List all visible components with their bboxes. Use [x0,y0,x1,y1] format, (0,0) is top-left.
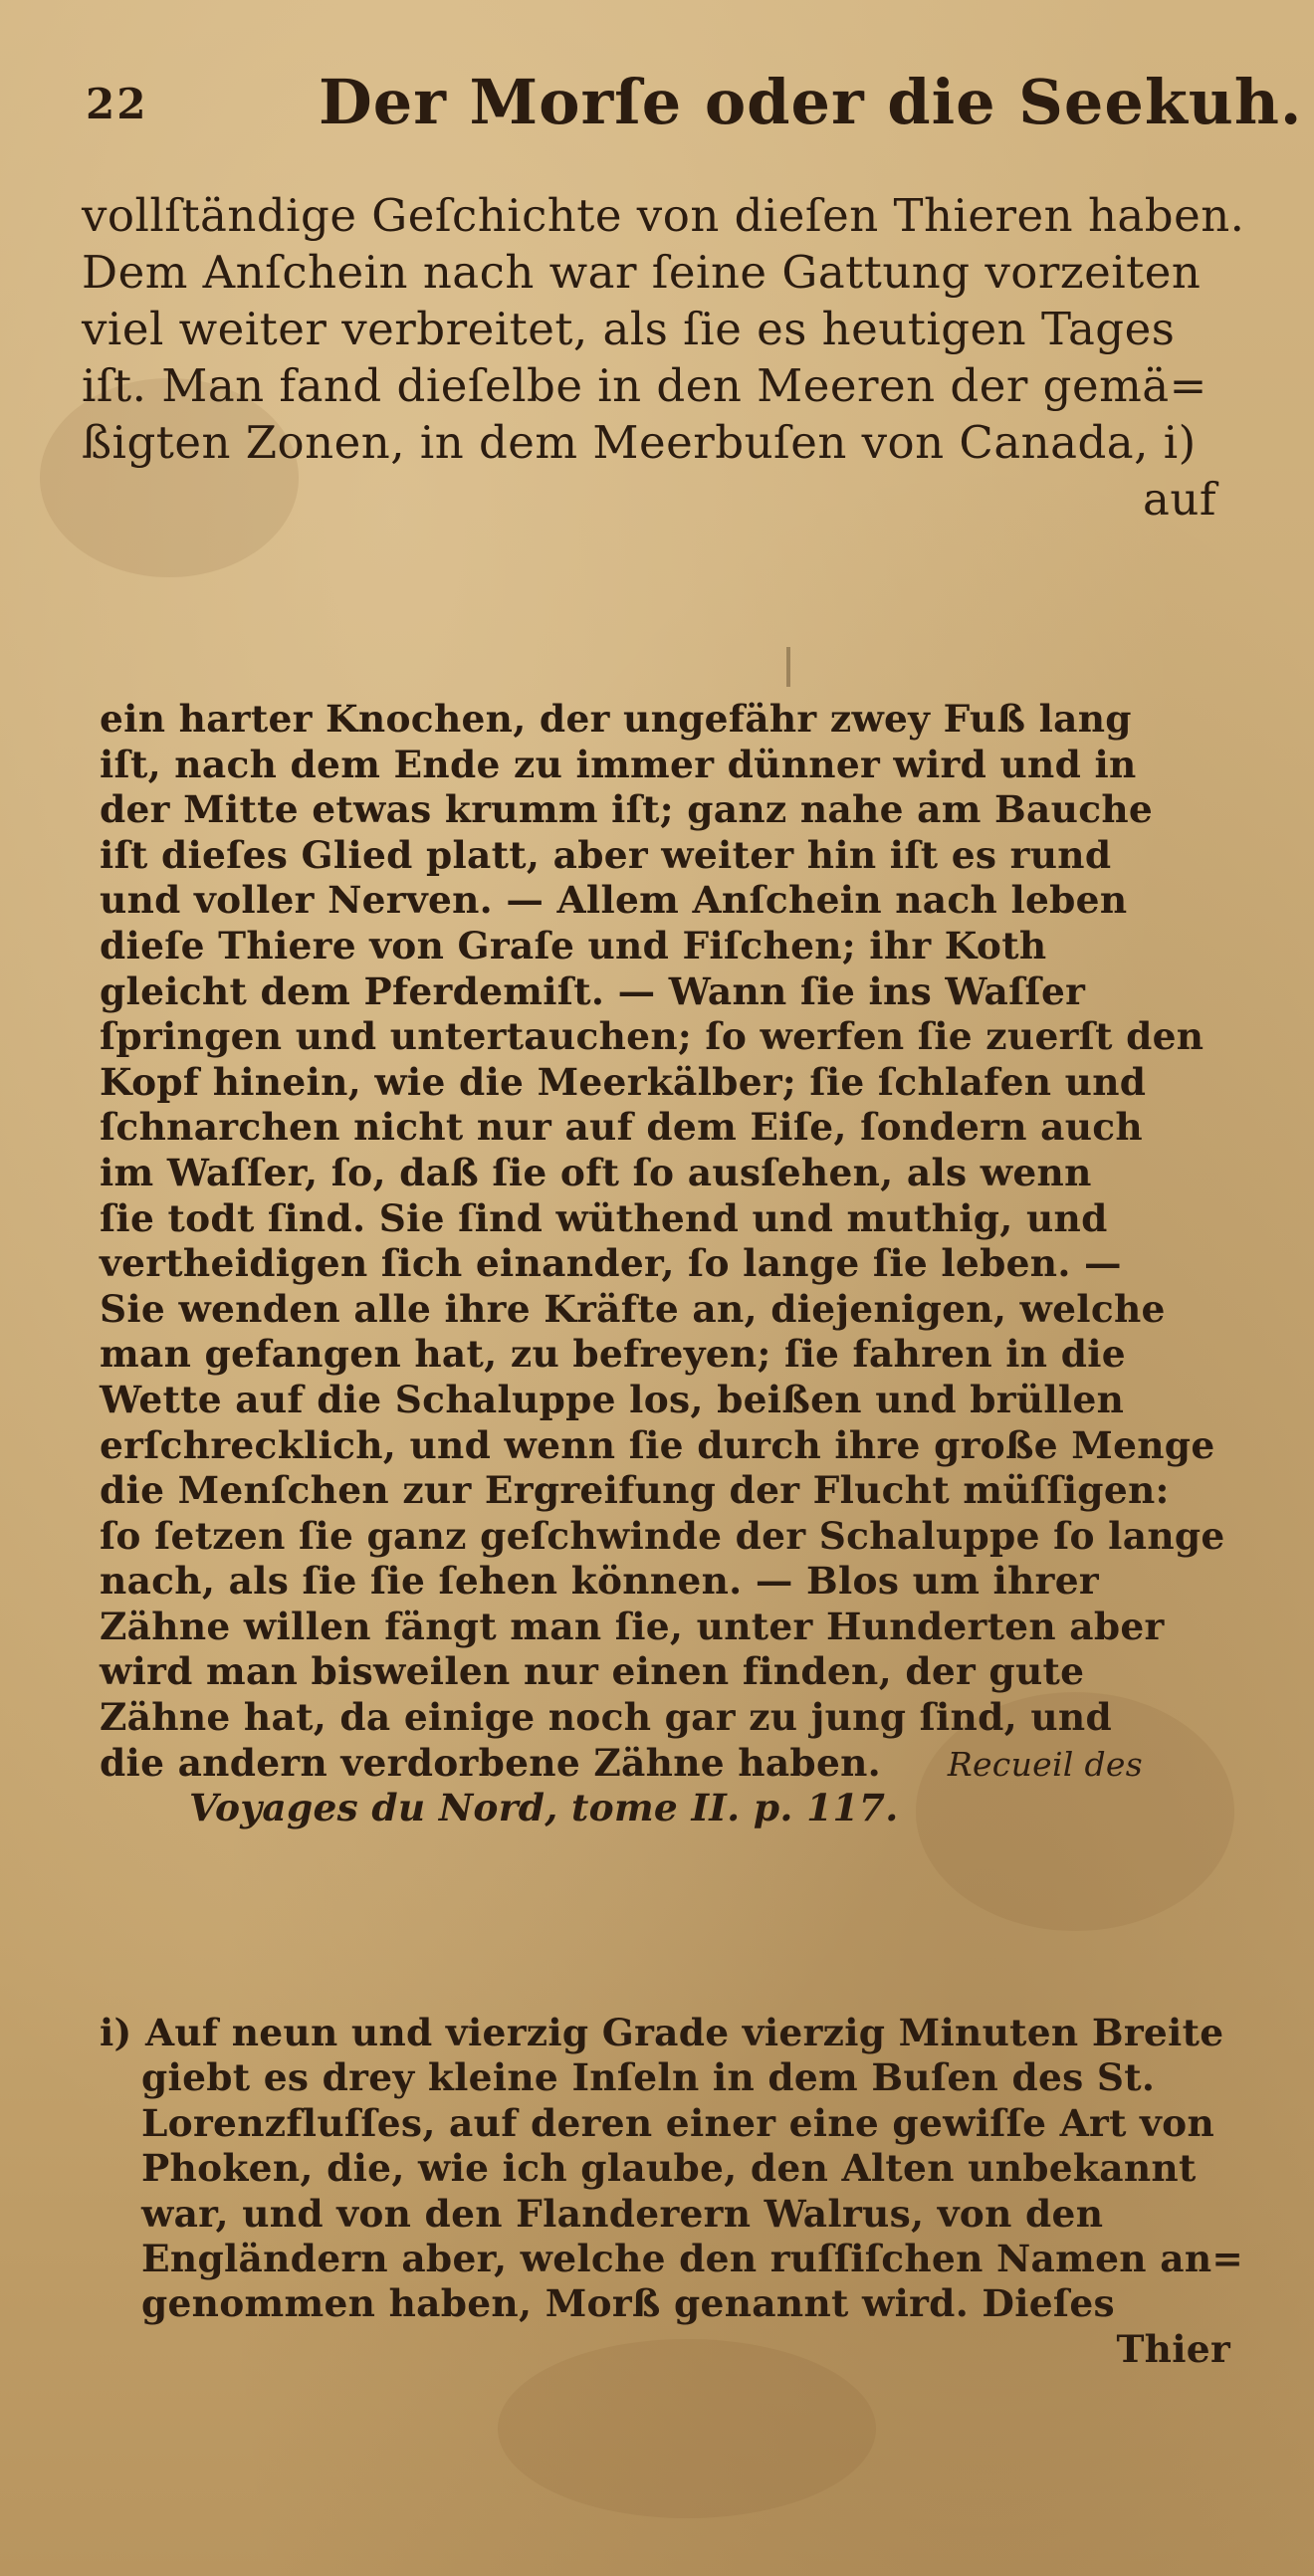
footnote-line-with-reference [100,1741,1254,1787]
text-line: Dem Anſchein nach war ſeine Gattung vorzeiten [82,246,1202,299]
footnote-line: genommen haben, Morß genannt wird. Dieſes [141,2281,1115,2326]
catchword: auf [1143,473,1216,526]
page-header [80,60,1303,139]
footnote-line: der Mitte etwas krumm iſt; ganz nahe am Bauche [100,787,1154,832]
footnote-h [100,697,1254,1831]
footnote-line: gleicht dem Pferdemiſt. — Wann ſie ins Waſſer [100,968,1086,1013]
footnote-line: Wette auf die Schaluppe los, beißen und brüllen [100,1377,1125,1421]
source-reference-continued: Voyages du Nord, tome II. p. 117. [189,1786,899,1830]
footnote-line: Zähne willen fängt man ſie, unter Hunderten aber [100,1604,1165,1648]
text-line: viel weiter verbreitet, als ſie es heutigen Tages [82,303,1176,355]
footnote-line: Phoken, die, wie ich glaube, den Alten unbekannt [141,2146,1197,2191]
footnote-line: giebt es drey kleine Inſeln in dem Buſen des St. [141,2055,1156,2100]
footnote-line: iſt dieſes Glied platt, aber weiter hin iſt es rund [100,832,1112,877]
page-number: 22 [86,80,148,128]
printer-mark [786,647,790,687]
footnote-line: ſo ſetzen ſie ganz geſchwinde der Schaluppe ſo lange [100,1513,1225,1558]
footnote-line: iſt, nach dem Ende zu immer dünner wird und in [100,742,1137,786]
main-text-block [82,187,1256,528]
text-line: iſt. Man fand dieſelbe in den Meeren der gemä= [82,359,1207,412]
footnote-line: i) Auf neun und vierzig Grade vierzig Minuten Breite [100,2011,1224,2054]
footnote-i [100,2011,1254,2372]
footnote-line: Zähne hat, da einige noch gar zu jung ſind, und [100,1695,1113,1740]
text-line: ßigten Zonen, in dem Meerbuſen von Canada, i) [82,416,1197,469]
footnote-line: dieſe Thiere von Graſe und Fiſchen; ihr Koth [100,923,1047,967]
footnote-line: Kopf hinein, wie die Meerkälber; ſie ſchlafen und [100,1059,1147,1104]
footnote-line: ſie todt ſind. Sie ſind wüthend und muthig, und [100,1195,1108,1240]
footnote-line: und voller Nerven. — Allem Anſchein nach leben [100,878,1128,923]
footnote-line: man gefangen hat, zu befreyen; ſie fahren in die [100,1332,1126,1377]
footnote-line: Lorenzfluſſes, auf deren einer eine gewiſſe Art von [141,2100,1215,2145]
footnote-line: vertheidigen ſich einander, ſo lange ſie leben. — [100,1241,1122,1286]
footnote-line: ſpringen und untertauchen; ſo werfen ſie zuerſt den [100,1014,1204,1059]
footnote-line: erſchrecklich, und wenn ſie durch ihre große Menge [100,1422,1215,1467]
text-line: vollſtändige Geſchichte von dieſen Thieren haben. [82,189,1245,242]
catchword: Thier [1116,2326,1230,2371]
footnote-line: ein harter Knochen, der ungefähr zwey Fuß lang [100,697,1132,741]
footnote-line: im Waſſer, ſo, daß ſie oft ſo ausſehen, als wenn [100,1150,1092,1194]
footnote-line: Engländern aber, welche den ruſſiſchen Namen an= [141,2236,1244,2280]
footnote-line: Sie wenden alle ihre Kräfte an, diejenigen, welche [100,1286,1166,1331]
footnote-line: wird man bisweilen nur einen finden, der gute [100,1649,1085,1694]
footnote-line: ſchnarchen nicht nur auf dem Eiſe, ſondern auch [100,1105,1143,1150]
footnote-line: die Menſchen zur Ergreifung der Flucht müſſigen: [100,1468,1170,1513]
running-title: Der Morſe oder die Seekuh. [319,66,1303,138]
footnote-line: nach, als ſie ſie ſehen können. — Blos um ihrer [100,1559,1099,1604]
footnote-line-text: die andern verdorbene Zähne haben. [100,1740,882,1785]
footnote-line: war, und von den Flanderern Walrus, von den [141,2191,1104,2236]
source-reference: Recueil des [947,1744,1143,1784]
